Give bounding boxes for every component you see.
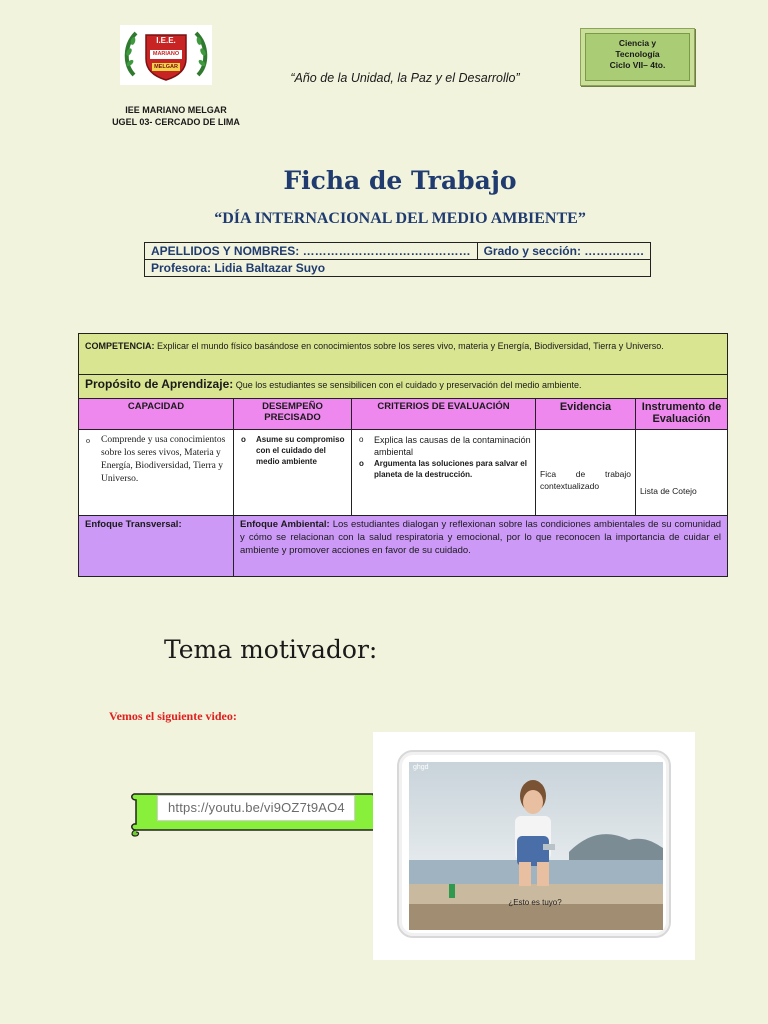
criterio-item-1: o Explica las causas de la contaminación ambiental [356, 434, 531, 458]
tema-motivador-heading: Tema motivador: [164, 635, 378, 664]
school-name [106, 104, 246, 128]
video-scene-icon [399, 752, 671, 938]
video-intro-text: Vemos el siguiente video: [109, 709, 237, 723]
criterio-item-2: o Argumenta las soluciones para salvar el planeta de la destrucción. [356, 458, 531, 480]
header-evidencia: Evidencia [536, 399, 636, 430]
desempeno-item: o Asume su compromiso con el cuidado del medio ambiente [238, 434, 347, 467]
page-title: Ficha de Trabajo [283, 166, 517, 195]
table-header-row [79, 399, 728, 430]
logo-text-top: I.E.E. [156, 36, 176, 45]
enfoque-cell [234, 516, 728, 577]
proposito-text: Que los estudiantes se sensibilicen con el cuidado y preservación del medio ambiente. [235, 380, 582, 390]
enfoque-text: Los estudiantes dialogan y reflexionan sobre las condiciones ambientales de su comunidad y cómo se relacionan con la salud respiratoria y emocional, por lo que reconocen la importancia de cuidar el ambiente y promover acciones en favor de su cuidado. [240, 519, 722, 556]
video-thumbnail[interactable] [397, 750, 671, 938]
criterios-cell [352, 430, 536, 516]
header-desempeno: DESEMPEÑO PRECISADO [234, 399, 352, 430]
course-badge-inner [585, 33, 690, 81]
teacher-name: Profesora: Lidia Baltazar Suyo [145, 260, 651, 277]
year-motto: “Año de la Unidad, la Paz y el Desarrollo” [290, 71, 520, 85]
school-line2: UGEL 03- CERCADO DE LIMA [112, 117, 240, 127]
competencia-cell [79, 334, 728, 375]
student-info-table [144, 242, 651, 277]
school-logo [120, 25, 212, 85]
enfoque-row [79, 516, 728, 577]
evidencia-cell: Fica de trabajo contextualizado [536, 430, 636, 516]
badge-line3: Ciclo VII– 4to. [609, 60, 666, 70]
competencia-text: Explicar el mundo físico basándose en conocimientos sobre los seres vivo, materia y Energía, Biodiversidad, Tierra y Universo. [157, 341, 664, 351]
desempeno-cell [234, 430, 352, 516]
grade-section-field[interactable]: Grado y sección: …………… [477, 243, 651, 260]
video-watermark: ghgd [413, 764, 429, 771]
page-subtitle: “DÍA INTERNACIONAL DEL MEDIO AMBIENTE” [214, 210, 586, 227]
course-badge [580, 28, 695, 86]
enfoque-label: Enfoque Transversal: [79, 516, 234, 577]
logo-text-mid: MARIANO [152, 51, 180, 57]
enfoque-name: Enfoque Ambiental: [240, 519, 330, 530]
badge-line2: Tecnología [615, 49, 660, 59]
table-body-row [79, 430, 728, 516]
instrumento-cell: Lista de Cotejo [636, 430, 728, 516]
header-instrumento: Instrumento de Evaluación [636, 399, 728, 430]
capacidad-cell [79, 430, 234, 516]
school-line1: IEE MARIANO MELGAR [125, 105, 227, 115]
logo-text-bottom: MELGAR [154, 64, 178, 70]
capacidad-item: o Comprende y usa conocimientos sobre los seres vivos, Materia y Energía, Biodiversidad, Tierra y Universo. [83, 434, 229, 486]
competency-table [78, 333, 728, 577]
proposito-cell [79, 375, 728, 399]
header-capacidad: CAPACIDAD [79, 399, 234, 430]
competencia-label: COMPETENCIA: [85, 341, 155, 351]
header-criterios: CRITERIOS DE EVALUACIÓN [352, 399, 536, 430]
badge-line1: Ciencia y [618, 38, 657, 48]
student-names-field[interactable]: APELLIDOS Y NOMBRES: …………………………………… [145, 243, 478, 260]
proposito-label: Propósito de Aprendizaje: [85, 377, 234, 391]
video-link[interactable]: https://youtu.be/vi9OZ7t9AO4 [157, 795, 355, 821]
video-caption: ¿Esto es tuyo? [508, 898, 562, 907]
